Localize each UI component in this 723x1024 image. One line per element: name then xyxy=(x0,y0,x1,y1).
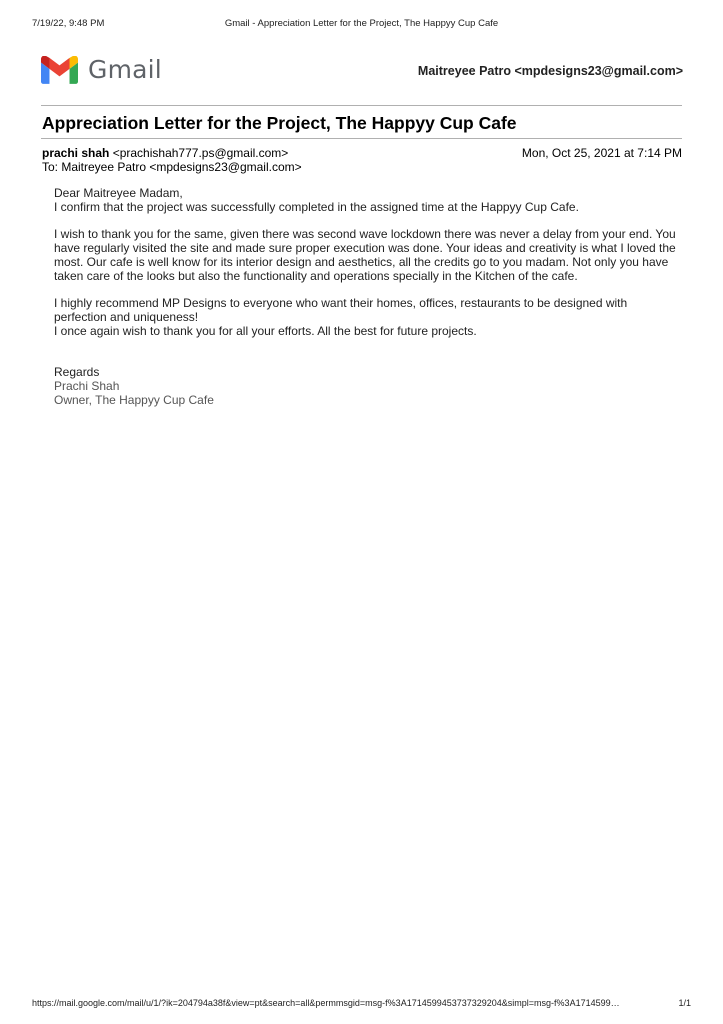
page-number: 1/1 xyxy=(678,998,691,1008)
sender-name: prachi shah xyxy=(42,146,110,160)
body-line: I once again wish to thank you for all your efforts. All the best for future projects. xyxy=(54,323,477,338)
body-line: I confirm that the project was successfully completed in the assigned time at the Happyy Cup Cafe. xyxy=(54,199,579,214)
signature-title: Owner, The Happyy Cup Cafe xyxy=(54,392,214,407)
signature-closing: Regards xyxy=(54,365,100,380)
gmail-logo xyxy=(41,53,162,87)
page-url: https://mail.google.com/mail/u/1/?ik=204794a38f&view=pt&search=all&permmsgid=msg-f%3A1714599453737329204&simpl=msg-f%3A1714599… xyxy=(32,998,620,1008)
subject-divider xyxy=(41,138,682,139)
print-datetime: 7/19/22, 9:48 PM xyxy=(32,18,105,29)
sender-email: <prachishah777.ps@gmail.com> xyxy=(112,146,289,160)
body-line: perfection and uniqueness! xyxy=(54,310,199,325)
gmail-m-icon xyxy=(41,56,78,84)
body-line: taken care of the looks but also the functionality and operations specially in the Kitchen of the cafe. xyxy=(54,268,578,283)
body-line: most. Our cafe is well know for its interior design and aesthetics, all the credits go to you madam. Not only you have xyxy=(54,254,669,269)
account-identity: Maitreyee Patro <mpdesigns23@gmail.com> xyxy=(417,64,683,78)
body-line: have regularly visited the site and made sure proper execution was done. Your ideas and creativity is what I loved the xyxy=(54,241,676,256)
message-date: Mon, Oct 25, 2021 at 7:14 PM xyxy=(521,146,682,160)
print-footer xyxy=(32,998,691,1010)
gmail-logo-text: Gmail xyxy=(88,55,162,84)
signature-name: Prachi Shah xyxy=(54,379,120,394)
greeting: Dear Maitreyee Madam, xyxy=(54,186,183,200)
print-title: Gmail - Appreciation Letter for the Project, The Happyy Cup Cafe xyxy=(224,18,499,29)
sender-line xyxy=(42,146,288,160)
message-body xyxy=(54,187,684,408)
body-line: I wish to thank you for the same, given there was second wave lockdown there was never a delay from your end. You xyxy=(54,227,676,242)
header-divider xyxy=(41,105,682,106)
body-line: I highly recommend MP Designs to everyone who want their homes, offices, restaurants to be designed with xyxy=(54,296,628,311)
recipient-line: To: Maitreyee Patro <mpdesigns23@gmail.com> xyxy=(42,160,302,174)
print-header xyxy=(32,18,691,32)
email-subject: Appreciation Letter for the Project, The Happyy Cup Cafe xyxy=(42,113,517,133)
